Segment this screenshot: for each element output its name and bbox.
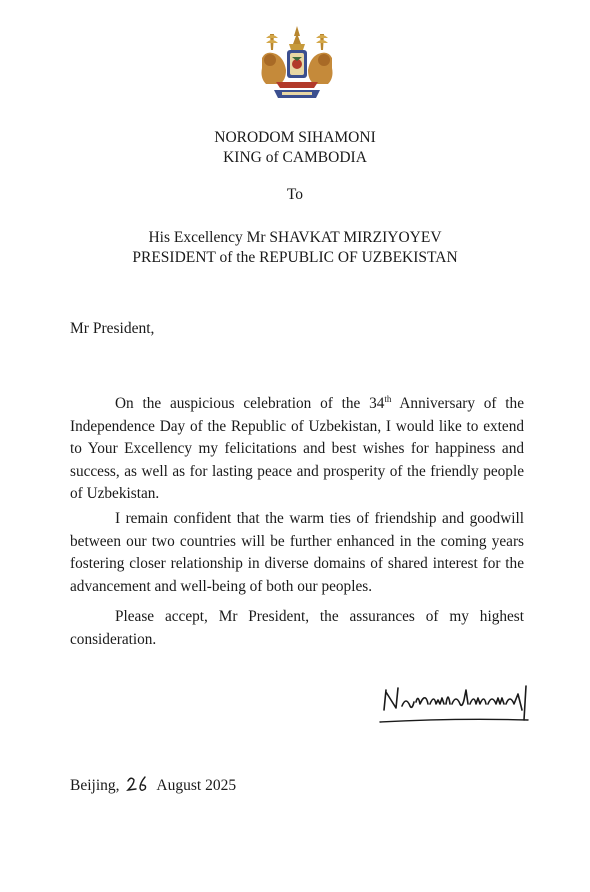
month-year: August 2025 <box>156 777 237 794</box>
ordinal-suffix: th <box>384 394 392 404</box>
salutation: Mr President, <box>70 320 155 337</box>
royal-arms-emblem-icon <box>256 24 338 100</box>
paragraph-friendship: I remain confident that the warm ties of friendship and goodwill between our two countries will be further enhanced in the coming years fostering closer relationship in diverse domains of shared interest for the advancement and well-being of both our peoples. <box>70 510 524 595</box>
paragraph-congratulations <box>70 393 524 506</box>
dateline <box>70 775 236 795</box>
place: Beijing, <box>70 777 120 794</box>
to-label: To <box>286 186 304 203</box>
paragraph-closing: Please accept, Mr President, the assurances of my highest consideration. <box>70 608 524 648</box>
handwritten-day-icon <box>125 775 151 793</box>
paragraph-1-start: On the auspicious celebration of the 34 <box>115 395 385 412</box>
sender-block <box>0 128 590 168</box>
signature-icon <box>376 680 546 730</box>
sender-title: KING of CAMBODIA <box>223 149 367 166</box>
sender-name: NORODOM SIHAMONI <box>214 129 376 146</box>
paragraph-1-rest: Anniversary of the Independence Day of the Republic of Uzbekistan, I would like to extend to Your Excellency my felicitations and best wishes for happiness and success, as well as for lasting peace and prosperity of the friendly people of Uzbekistan. <box>70 395 524 503</box>
recipient-block <box>0 228 590 268</box>
recipient-title: PRESIDENT of the REPUBLIC OF UZBEKISTAN <box>132 249 458 266</box>
recipient-name: His Excellency Mr SHAVKAT MIRZIYOYEV <box>148 229 442 246</box>
